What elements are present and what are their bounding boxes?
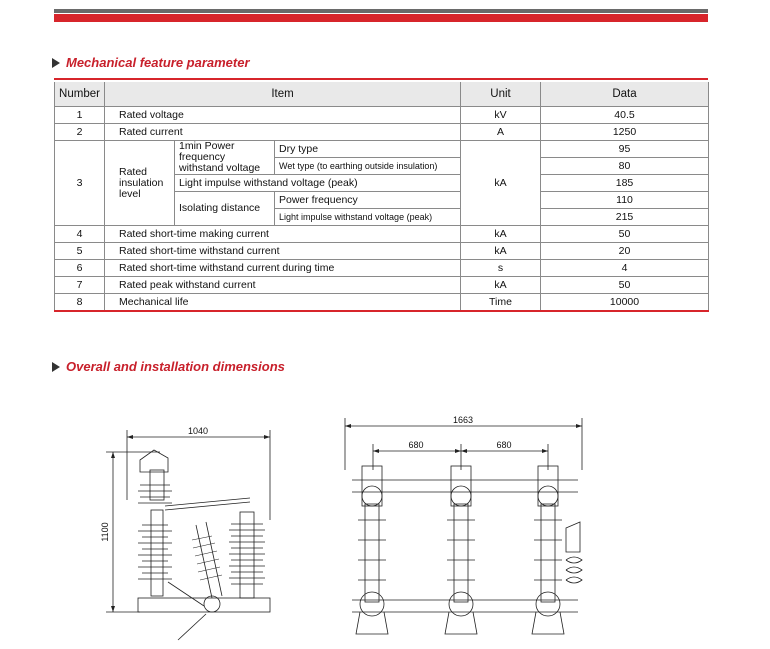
row-number: 1 bbox=[55, 107, 105, 124]
header-data: Data bbox=[541, 82, 709, 107]
impulse-label: Light impulse withstand voltage (peak) bbox=[175, 175, 461, 192]
iso-power-frequency-label: Power frequency bbox=[275, 192, 461, 209]
row-unit: kV bbox=[461, 107, 541, 124]
front-view-drawing bbox=[352, 466, 582, 634]
side-view-drawing bbox=[138, 450, 270, 640]
dry-type-label: Dry type bbox=[275, 141, 461, 158]
row-unit: Time bbox=[461, 294, 541, 312]
section-title-text: Mechanical feature parameter bbox=[66, 55, 250, 70]
wet-type-label: Wet type (to earthing outside insulation) bbox=[275, 158, 461, 175]
row-data: 185 bbox=[541, 175, 709, 192]
row-data: 40.5 bbox=[541, 107, 709, 124]
row-data: 110 bbox=[541, 192, 709, 209]
row-item: Rated short-time making current bbox=[105, 226, 461, 243]
iso-impulse-label: Light impulse withstand voltage (peak) bbox=[275, 209, 461, 226]
row-number: 7 bbox=[55, 277, 105, 294]
row-number: 4 bbox=[55, 226, 105, 243]
side-height-label: 1100 bbox=[100, 522, 110, 542]
header-item: Item bbox=[105, 82, 461, 107]
row-data: 20 bbox=[541, 243, 709, 260]
insulation-level-label: Rated insulation level bbox=[105, 141, 175, 226]
row-data: 1250 bbox=[541, 124, 709, 141]
row-unit: kA bbox=[461, 243, 541, 260]
front-total-label: 1663 bbox=[452, 415, 474, 425]
row-data: 95 bbox=[541, 141, 709, 158]
row-item: Rated voltage bbox=[105, 107, 461, 124]
side-width-label: 1040 bbox=[187, 426, 209, 436]
row-unit: kA bbox=[461, 226, 541, 243]
front-span-right-label: 680 bbox=[496, 440, 512, 450]
row-data: 4 bbox=[541, 260, 709, 277]
row-number: 5 bbox=[55, 243, 105, 260]
row-number: 2 bbox=[55, 124, 105, 141]
row-number: 8 bbox=[55, 294, 105, 312]
row-unit: kA bbox=[461, 277, 541, 294]
row-item: Mechanical life bbox=[105, 294, 461, 312]
row-item: Rated current bbox=[105, 124, 461, 141]
row-unit: s bbox=[461, 260, 541, 277]
row-unit: kA bbox=[461, 141, 541, 226]
row-item: Rated short-time withstand current during time bbox=[105, 260, 461, 277]
row-item: Rated short-time withstand current bbox=[105, 243, 461, 260]
row-number: 6 bbox=[55, 260, 105, 277]
front-span-left-label: 680 bbox=[408, 440, 424, 450]
row-data: 10000 bbox=[541, 294, 709, 312]
isolating-distance-label: Isolating distance bbox=[175, 192, 275, 226]
row-data: 215 bbox=[541, 209, 709, 226]
row-item: Rated peak withstand current bbox=[105, 277, 461, 294]
header-unit: Unit bbox=[461, 82, 541, 107]
header-number: Number bbox=[55, 82, 105, 107]
row-number: 3 bbox=[55, 141, 105, 226]
row-data: 50 bbox=[541, 226, 709, 243]
row-unit: A bbox=[461, 124, 541, 141]
section-title-text: Overall and installation dimensions bbox=[66, 359, 285, 374]
row-data: 80 bbox=[541, 158, 709, 175]
power-frequency-label: 1min Power frequency withstand voltage bbox=[175, 141, 275, 175]
row-data: 50 bbox=[541, 277, 709, 294]
